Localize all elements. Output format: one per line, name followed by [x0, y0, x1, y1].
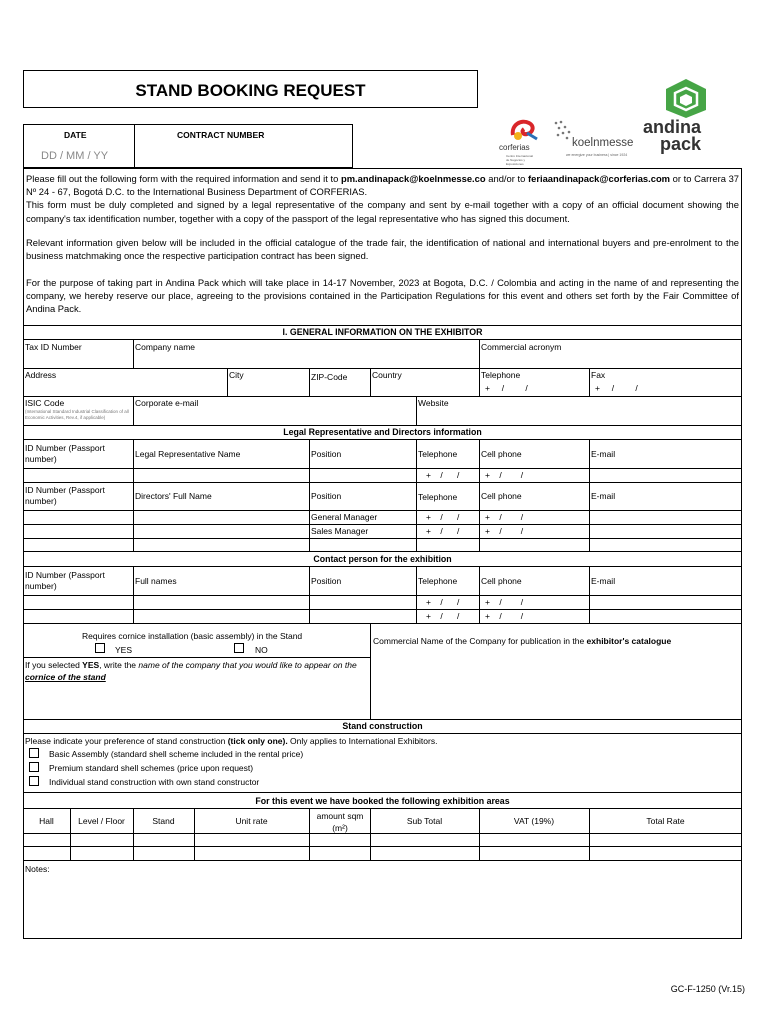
legal-email-label: E-mail [591, 449, 616, 459]
corporate-email-label: Corporate e-mail [135, 398, 199, 408]
form-title: STAND BOOKING REQUEST [23, 70, 478, 108]
fax-label: Fax [591, 370, 606, 380]
address-label: Address [25, 370, 57, 380]
cornice-yes-checkbox[interactable] [95, 643, 105, 653]
individual-stand-checkbox[interactable] [29, 776, 39, 786]
contact-email-label: E-mail [591, 576, 616, 586]
contact-telephone-field-2[interactable]: + / / [426, 611, 460, 621]
isic-code-label: ISIC Code [25, 398, 65, 408]
header-table [23, 124, 353, 168]
contract-number-label: CONTRACT NUMBER [177, 130, 265, 140]
telephone-field[interactable]: + / / [485, 383, 528, 393]
koelnmesse-dots-icon [552, 120, 574, 142]
gm-cell-field[interactable]: + / / [485, 512, 524, 522]
legal-cell-label: Cell phone [481, 449, 522, 459]
col-vat: VAT (19%) [513, 816, 555, 826]
col-total-rate: Total Rate [646, 816, 685, 826]
cornice-no-label: NO [255, 645, 268, 655]
col-sub-total: Sub Total [406, 816, 443, 826]
notes-field[interactable] [24, 876, 740, 936]
email-link-2[interactable]: feriaandinapack@corferias.com [528, 173, 671, 184]
country-label: Country [372, 370, 402, 380]
construction-intro: Please indicate your preference of stand construction (tick only one). Only applies to International Exhibitors. [25, 736, 438, 746]
sm-telephone-field[interactable]: + / / [426, 526, 460, 536]
director-id-number-label: ID Number (Passport number) [25, 485, 105, 506]
directors-name-label: Directors' Full Name [135, 491, 212, 501]
date-label: DATE [64, 130, 87, 140]
directors-telephone-label: Telephone [418, 492, 458, 502]
legal-telephone-field[interactable]: + / / [426, 470, 460, 480]
directors-email-label: E-mail [591, 491, 616, 501]
legal-position-label: Position [311, 449, 342, 459]
contact-person-title: Contact person for the exhibition [313, 554, 452, 564]
contact-cell-field-1[interactable]: + / / [485, 597, 524, 607]
contact-telephone-label: Telephone [418, 576, 458, 586]
stand-construction-title: Stand construction [342, 721, 423, 731]
col-hall: Hall [39, 816, 54, 826]
sales-manager-label: Sales Manager [311, 526, 369, 536]
premium-shell-label: Premium standard shell schemes (price upon request) [49, 763, 254, 773]
gm-telephone-field[interactable]: + / / [426, 512, 460, 522]
notes-label: Notes: [25, 864, 50, 874]
contact-id-number-label: ID Number (Passport number) [25, 570, 105, 591]
email-link-1[interactable]: pm.andinapack@koelnmesse.co [340, 173, 486, 184]
form-code: GC-F-1250 (Vr.15) [670, 984, 745, 994]
basic-assembly-label: Basic Assembly (standard shell scheme included in the rental price) [49, 749, 304, 759]
directors-position-label: Position [311, 491, 342, 501]
col-level-floor: Level / Floor [78, 816, 125, 826]
corferias-emblem-icon [497, 117, 547, 143]
contact-full-names-label: Full names [135, 576, 177, 586]
premium-shell-checkbox[interactable] [29, 762, 39, 772]
contact-cell-field-2[interactable]: + / / [485, 611, 524, 621]
legal-id-number-label: ID Number (Passport number) [25, 443, 105, 464]
corferias-logo: corferias Centro Internacional de Negocios y Exposiciones [497, 117, 547, 167]
general-info-title: I. GENERAL INFORMATION ON THE EXHIBITOR [282, 327, 483, 337]
contact-cell-label: Cell phone [481, 576, 522, 586]
booked-areas-title: For this event we have booked the following exhibition areas [255, 796, 510, 806]
intro-paragraph-1: Please fill out the following form with the required information and send it to pm.andinapack@koelnmesse.co and/or to feriaandinapack@corferias.com or to Carrera 37 Nº 24 - 67, Bogotá D.C. to the International Business Department of CORFERIAS. This form must be duly completed and signed by a legal representative of the company and sent by e-mail together with a copy of an official document showing the company's tax identification number, together with a copy of the passport of the legal representative who has signed this document. [26, 173, 740, 224]
cornice-question: Requires cornice installation (basic assembly) in the Stand [82, 631, 303, 641]
legal-cell-field[interactable]: + / / [485, 470, 524, 480]
company-name-label: Company name [135, 342, 196, 352]
intro-paragraph-2: Relevant information given below will be included in the official catalogue of the trade fair, the identification of national and international buyers and pre-enrolment to the business matchmaking once the respective participation contract has been signed. [26, 237, 739, 262]
general-manager-label: General Manager [311, 512, 378, 522]
koelnmesse-logo: koelnmesse we energize your business | since 1924 [550, 120, 642, 165]
legal-rep-name-label: Legal Representative Name [135, 449, 241, 459]
contact-telephone-field-1[interactable]: + / / [426, 597, 460, 607]
cornice-yes-label: YES [115, 645, 133, 655]
tax-id-label: Tax ID Number [25, 342, 82, 352]
telephone-label: Telephone [481, 370, 521, 380]
individual-stand-label: Individual stand construction with own stand constructor [49, 777, 260, 787]
sm-cell-field[interactable]: + / / [485, 526, 524, 536]
date-field[interactable]: DD / MM / YY [41, 150, 109, 162]
city-label: City [229, 370, 244, 380]
col-amount-sqm: amount sqm (m²) [316, 811, 364, 833]
intro-paragraph-3: For the purpose of taking part in Andina Pack which will take place in 14-17 November, 2023 at Bogota, D.C. / Colombia and acting in the name of and representing the company, we hereby reserve our place, agreeing to the provisions contained in the Participation Regulations for this event and others set forth by the Fair Committee of Andina Pack. [26, 277, 739, 315]
isic-note: (International Standard Industrial Classification of all Economic Activities, Rev.4, if applicable) [25, 409, 129, 420]
cornice-no-checkbox[interactable] [234, 643, 244, 653]
website-label: Website [418, 398, 449, 408]
zip-code-label: ZIP-Code [311, 372, 348, 382]
directors-cell-label: Cell phone [481, 491, 522, 501]
andina-pack-box-icon [661, 78, 711, 118]
contact-position-label: Position [311, 576, 342, 586]
basic-assembly-checkbox[interactable] [29, 748, 39, 758]
col-stand: Stand [152, 816, 175, 826]
cornice-note: If you selected YES, write the name of the company that you would like to appear on the cornice of the stand [25, 660, 357, 682]
fax-field[interactable]: + / / [595, 383, 638, 393]
andina-pack-logo: andina pack [643, 78, 733, 156]
legal-rep-title: Legal Representative and Directors information [283, 427, 482, 437]
legal-telephone-label: Telephone [418, 449, 458, 459]
catalogue-name-label: Commercial Name of the Company for publication in the exhibitor's catalogue [373, 636, 672, 646]
col-unit-rate: Unit rate [235, 816, 268, 826]
commercial-acronym-label: Commercial acronym [481, 342, 562, 352]
